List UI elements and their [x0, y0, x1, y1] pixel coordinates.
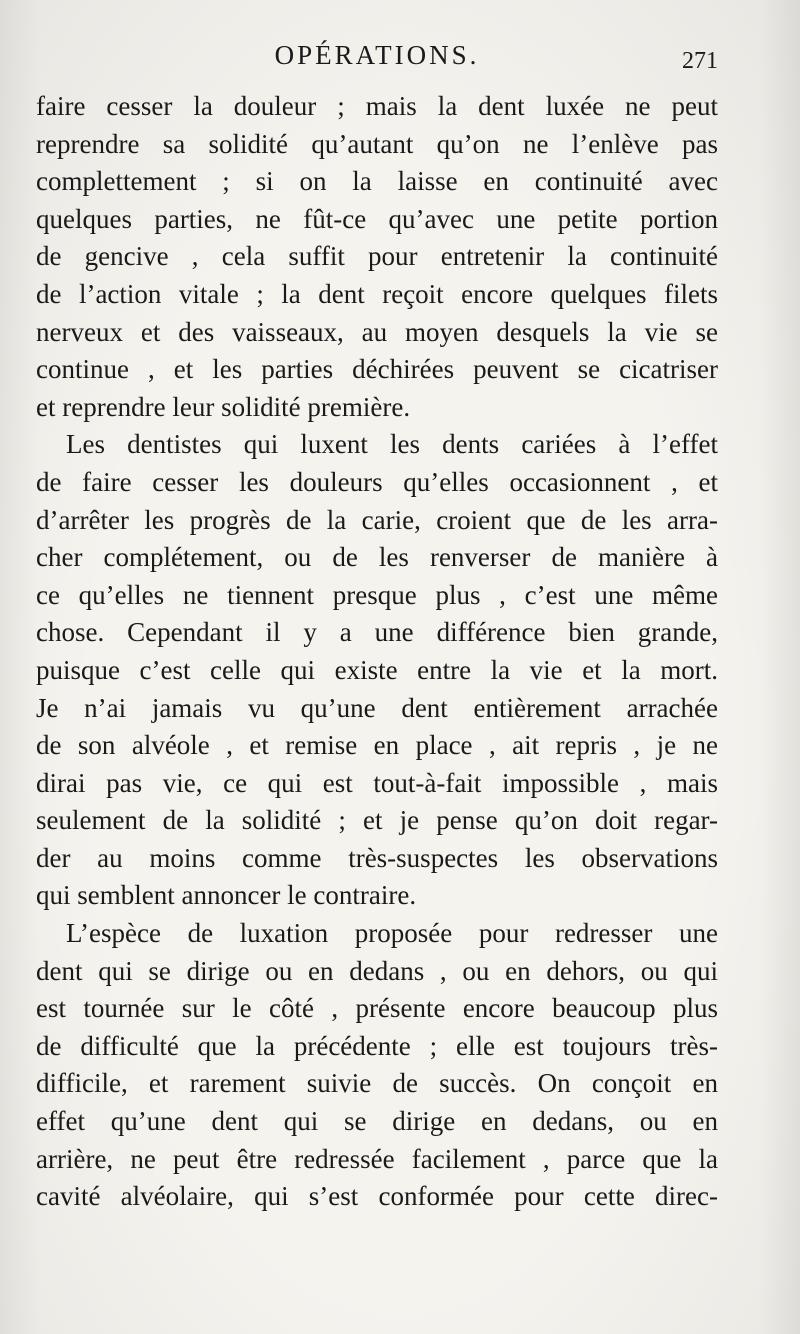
text-line: faire cesser la douleur ; mais la dent luxée ne peut: [36, 91, 718, 121]
text-line: seulement de la solidité ; et je pense qu’on doit regar-: [36, 805, 718, 836]
text-line: cher complétement, ou de les renverser de manière à: [36, 542, 718, 573]
text-line: de difficulté que la précédente ; elle est toujours très-: [36, 1030, 718, 1061]
text-line: d’arrêter les progrès de la carie, croient que de les arra-: [36, 504, 718, 535]
text-line: puisque c’est celle qui existe entre la vie et la mort.: [36, 654, 718, 685]
text-line: L’espèce de luxation proposée pour redresser une: [66, 918, 718, 949]
text-line: de l’action vitale ; la dent reçoit encore quelques filets: [36, 278, 718, 309]
paragraph-2: [36, 426, 718, 915]
text-line: cavité alvéolaire, qui s’est conformée pour cette direc-: [36, 1181, 718, 1212]
paragraph-3: [36, 915, 718, 1216]
text-line: et reprendre leur solidité première.: [36, 391, 411, 422]
text-line: de son alvéole , et remise en place , ait repris , je ne: [36, 730, 718, 761]
text-line: quelques parties, ne fût-ce qu’avec une petite portion: [36, 203, 718, 234]
text-line: chose. Cependant il y a une différence bien grande,: [36, 617, 718, 648]
text-line: nerveux et des vaisseaux, au moyen desquels la vie se: [36, 316, 718, 347]
body-text: [36, 88, 718, 1216]
text-line: complettement ; si on la laisse en continuité avec: [36, 166, 718, 197]
text-line: ce qu’elles ne tiennent presque plus , c’est une même: [36, 579, 718, 610]
text-line: est tournée sur le côté , présente encore beaucoup plus: [36, 993, 718, 1024]
text-line: reprendre sa solidité qu’autant qu’on ne l’enlève pas: [36, 128, 718, 159]
text-line: Les dentistes qui luxent les dents cariées à l’effet: [66, 429, 718, 460]
text-line: de gencive , cela suffit pour entretenir la continuité: [36, 241, 718, 272]
text-line: effet qu’une dent qui se dirige en dedans, ou en: [36, 1106, 718, 1137]
text-line: qui semblent annoncer le contraire.: [36, 880, 417, 911]
text-line: dirai pas vie, ce qui est tout-à-fait impossible , mais: [36, 767, 718, 798]
text-line: continue , et les parties déchirées peuvent se cicatriser: [36, 354, 718, 385]
page-number: 271: [682, 48, 718, 74]
text-line: der au moins comme très-suspectes les observations: [36, 842, 718, 873]
text-line: de faire cesser les douleurs qu’elles occasionnent , et: [36, 466, 718, 497]
running-title: OPÉRATIONS.: [274, 40, 480, 70]
paragraph-1: [36, 88, 718, 426]
text-line: Je n’ai jamais vu qu’une dent entièrement arrachée: [36, 692, 718, 723]
page-header: [36, 40, 718, 80]
text-line: difficile, et rarement suivie de succès. On conçoit en: [36, 1068, 718, 1099]
text-line: dent qui se dirige ou en dedans , ou en dehors, ou qui: [36, 955, 718, 986]
text-line: arrière, ne peut être redressée facilement , parce que la: [36, 1143, 718, 1174]
